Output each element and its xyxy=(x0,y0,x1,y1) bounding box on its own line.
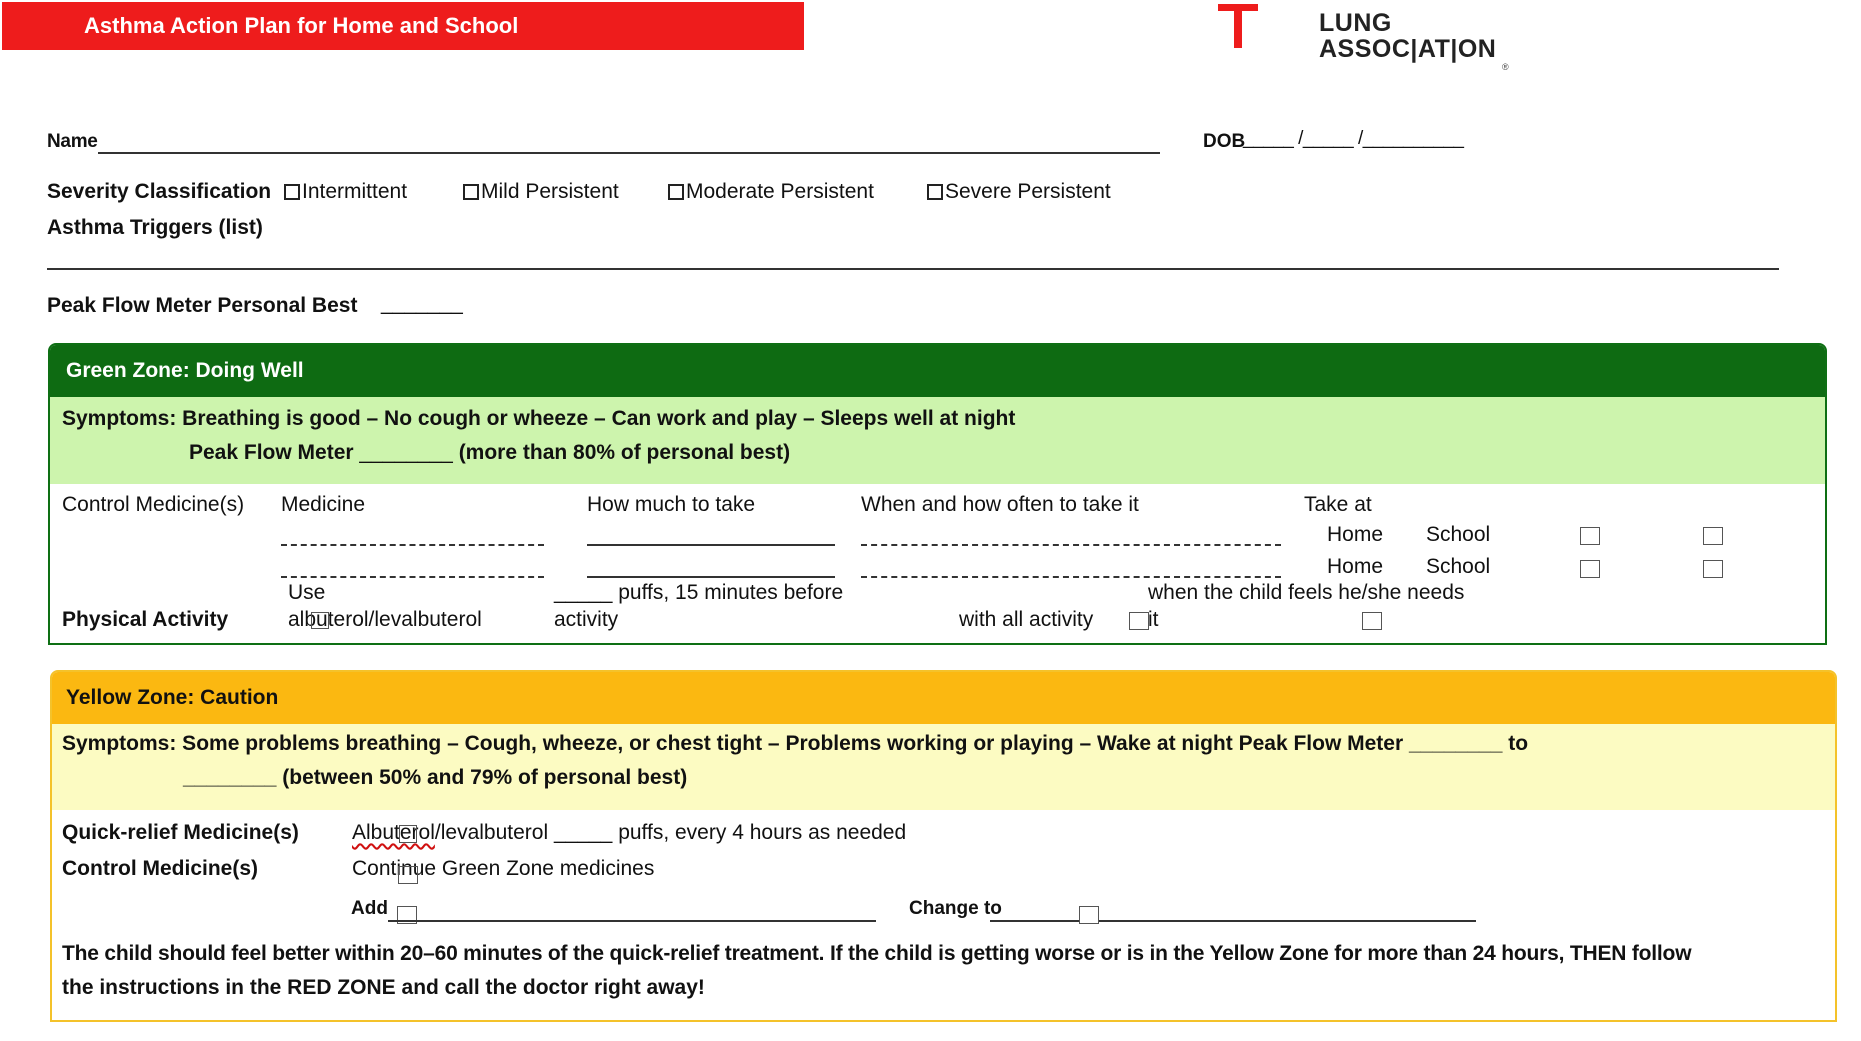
pa-when-needs: when the child feels he/she needs xyxy=(1148,581,1465,604)
take-at-home-1: Home xyxy=(1327,523,1384,546)
severity-option-moderate[interactable] xyxy=(668,180,874,204)
how-much-2-field[interactable] xyxy=(587,576,835,578)
severity-option-severe[interactable] xyxy=(927,180,1111,204)
option-label: Mild Persistent xyxy=(481,180,619,203)
pa-use: Use xyxy=(288,581,326,604)
green-peak-flow-note: (more than 80% of personal best) xyxy=(458,441,791,464)
change-to-label: Change to xyxy=(909,898,1002,919)
quick-relief-text xyxy=(352,821,906,845)
add-label: Add xyxy=(351,898,388,919)
home-checkbox-1[interactable] xyxy=(1580,527,1600,545)
logo-line-1: LUNG xyxy=(1319,9,1392,37)
home-checkbox-2[interactable] xyxy=(1580,560,1600,578)
col-take-at: Take at xyxy=(1304,493,1372,516)
logo xyxy=(1319,10,1496,62)
logo-registered-mark: ® xyxy=(1502,62,1509,72)
green-control-label: Control Medicine(s) xyxy=(62,493,245,516)
school-checkbox-1[interactable] xyxy=(1703,527,1723,545)
lung-association-cross-icon xyxy=(1218,0,1258,50)
green-peak-flow-field[interactable]: ________ xyxy=(359,441,453,464)
checkbox[interactable] xyxy=(927,184,943,200)
when-1-field[interactable] xyxy=(861,544,1281,546)
yellow-zone-header xyxy=(52,672,1835,724)
yellow-zone xyxy=(50,670,1837,1022)
quick-relief-label: Quick-relief Medicine(s) xyxy=(62,821,299,844)
pa-drug: albuterol/levalbuterol xyxy=(288,608,482,631)
yellow-control-label: Control Medicine(s) xyxy=(62,857,259,880)
when-2-field[interactable] xyxy=(861,576,1281,578)
change-to-field[interactable] xyxy=(990,920,1476,922)
green-peak-flow-label: Peak Flow Meter xyxy=(189,441,354,464)
name-field[interactable] xyxy=(98,152,1160,154)
option-label: Moderate Persistent xyxy=(686,180,874,203)
col-how-much: How much to take xyxy=(587,493,756,516)
green-zone-header xyxy=(50,345,1825,397)
quick-relief-rest: /levalbuterol _____ puffs, every 4 hours as needed xyxy=(434,821,907,844)
dob-field[interactable]: _____ /_____ /__________ xyxy=(1243,128,1464,149)
triggers-field[interactable] xyxy=(47,268,1779,270)
medicine-2-field[interactable] xyxy=(281,576,544,578)
severity-option-intermittent[interactable] xyxy=(284,180,407,204)
take-at-home-2: Home xyxy=(1327,555,1384,578)
peak-flow-best-field[interactable]: _______ xyxy=(381,292,463,315)
checkbox[interactable] xyxy=(463,184,479,200)
green-peak-flow xyxy=(189,441,790,465)
how-much-1-field[interactable] xyxy=(587,544,835,546)
option-label: Intermittent xyxy=(302,180,408,203)
change-to-checkbox[interactable] xyxy=(1079,906,1099,924)
pa-activity: activity xyxy=(554,608,619,631)
form-title-text: Asthma Action Plan for Home and School xyxy=(84,13,519,38)
checkbox[interactable] xyxy=(668,184,684,200)
take-at-school-1: School xyxy=(1426,523,1491,546)
yellow-instructions-line-1: The child should feel better within 20–60 minutes of the quick-relief treatment. If the child is getting worse or is in the Yellow Zone for more than 24 hours, THEN follow xyxy=(62,942,1692,965)
yellow-instructions-line-2: the instructions in the RED ZONE and call the doctor right away! xyxy=(62,976,705,999)
severity-option-mild[interactable] xyxy=(463,180,619,204)
pa-with-all-checkbox[interactable] xyxy=(1129,612,1149,630)
dob-label: DOB xyxy=(1203,131,1246,152)
name-label: Name xyxy=(47,131,98,152)
col-medicine: Medicine xyxy=(281,493,366,516)
triggers-label: Asthma Triggers (list) xyxy=(47,216,263,239)
pa-drug-checkbox[interactable] xyxy=(311,612,329,629)
school-checkbox-2[interactable] xyxy=(1703,560,1723,578)
peak-flow-best-label: Peak Flow Meter Personal Best xyxy=(47,294,358,317)
form-title xyxy=(2,2,804,50)
yellow-symptoms-line-1: Symptoms: Some problems breathing – Cough, wheeze, or chest tight – Problems working or playing – Wake at night Peak Flow Meter ________ to xyxy=(62,732,1529,755)
continue-checkbox[interactable] xyxy=(398,866,418,884)
physical-activity-label: Physical Activity xyxy=(62,608,229,631)
pa-puffs: _____ puffs, 15 minutes before xyxy=(554,581,844,604)
take-at-school-2: School xyxy=(1426,555,1491,578)
pa-when-needs-checkbox[interactable] xyxy=(1362,612,1382,630)
logo-line-2: ASSOC|AT|ON xyxy=(1319,35,1497,63)
severity-label: Severity Classification xyxy=(47,180,272,203)
green-zone-title: Green Zone: Doing Well xyxy=(66,359,304,382)
yellow-zone-title: Yellow Zone: Caution xyxy=(66,686,279,709)
col-when: When and how often to take it xyxy=(861,493,1139,516)
pa-it: it xyxy=(1148,608,1159,631)
option-label: Severe Persistent xyxy=(945,180,1111,203)
pa-with-all-activity: with all activity xyxy=(959,608,1094,631)
quick-relief-drug: Albuterol xyxy=(352,821,435,844)
add-field[interactable] xyxy=(388,920,876,922)
checkbox[interactable] xyxy=(284,184,300,200)
yellow-symptoms-line-2: ________ (between 50% and 79% of personal best) xyxy=(183,766,688,789)
yellow-control-text: Continue Green Zone medicines xyxy=(352,857,655,880)
quick-relief-checkbox[interactable] xyxy=(399,825,417,843)
green-symptoms-text: Symptoms: Breathing is good – No cough or wheeze – Can work and play – Sleeps well at night xyxy=(62,407,1016,430)
medicine-1-field[interactable] xyxy=(281,544,544,546)
